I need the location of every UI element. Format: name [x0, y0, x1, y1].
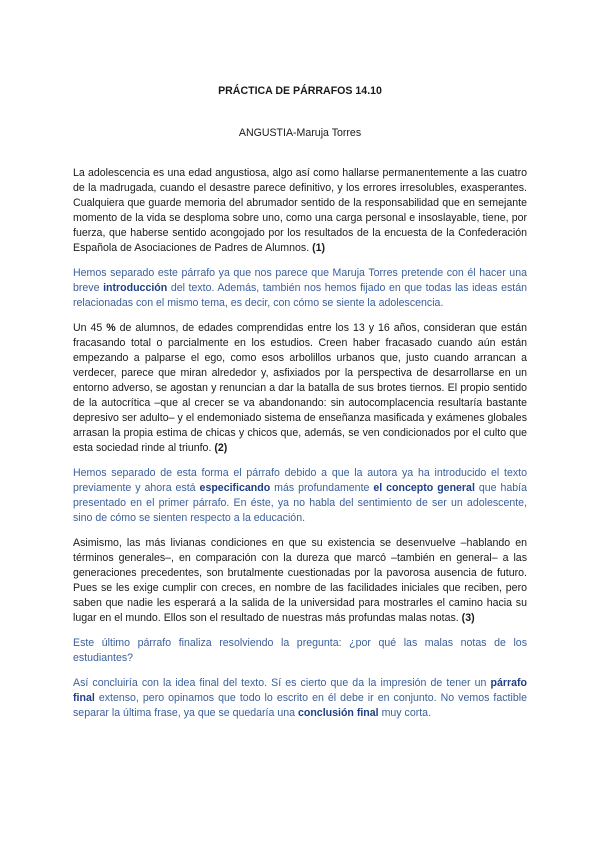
comment-4-text-c: extenso, pero opinamos que todo lo escrito en él debe ir en conjunto. No vemos factible separar la última frase, ya que se quedaría una	[73, 692, 527, 719]
comment-1-bold: introducción	[103, 282, 168, 294]
paragraph-3	[73, 536, 527, 626]
comment-4-text-a: Así concluiría con la idea final del texto. Sí es cierto que da la impresión de tener un	[73, 677, 487, 689]
paragraph-1	[73, 166, 527, 256]
comment-1	[73, 266, 527, 311]
paragraph-2-marker: (2)	[214, 442, 228, 454]
paragraph-3-marker: (3)	[461, 612, 475, 624]
paragraph-2-percent: %	[106, 322, 116, 334]
comment-2-text-a: Hemos separado de esta forma el párrafo debido a que la autora ya ha introducido el texto previamente y ahora está	[73, 467, 527, 494]
comment-4-text-d: muy corta.	[381, 707, 432, 719]
paragraph-2-text-a: Un 45	[73, 322, 103, 334]
paragraph-2-text-b: de alumnos, de edades comprendidas entre los 13 y 16 años, consideran que están fracasando total o parcialmente en los estudios. Creen haber fracasado cuando aún están empezando a palparse el ego, como esos arbolillos urbanos que, justo cuando arrancan a verdecer, parece que miran alrededor y, asfixiados por la perspectiva de desarrollarse en un entorno adverso, se agostan y renuncian a dar la batalla de sus brotes tiernos. El propio sentido de la autocrítica –que al crecer se va abandonando: sin autocomplacencia resultaría bastante depresivo ser adulto– y el endemoniado sistema de enseñanza masificada y exámenes globales arrasan la propia estima de chicas y chicos que, además, se ven condicionados por el culto que esta sociedad rinde al triunfo.	[73, 322, 527, 454]
comment-3-text: Este último párrafo finaliza resolviendo la pregunta: ¿por qué las malas notas de los estudiantes?	[73, 637, 527, 664]
paragraph-2	[73, 321, 527, 456]
paragraph-1-marker: (1)	[312, 242, 326, 254]
comment-2-bold-1: especificando	[199, 482, 271, 494]
comment-3	[73, 636, 527, 666]
document-title: PRÁCTICA DE PÁRRAFOS 14.10	[218, 85, 382, 97]
comment-4-bold-2: conclusión final	[297, 707, 379, 719]
document-body	[73, 166, 527, 731]
paragraph-1-text: La adolescencia es una edad angustiosa, algo así como hallarse permanentemente a las cuatro de la madrugada, cuando el desastre parece definitivo, y los errores irresolubles, exasperantes. Cualquiera que guarde memoria del abrumador sentido de la responsabilidad que en semejante momento de la vida se desploma sobre uno, como una carga personal e insoslayable, tiene, por fuerza, que haberse sentido acongojado por los resultados de la encuesta de la Confederación Española de Asociaciones de Padres de Alumnos.	[73, 167, 527, 254]
comment-1-text-c: del texto. Además, también nos hemos fijado en que todas las ideas están relacionadas con el mismo tema, es decir, con cómo se siente la adolescencia.	[73, 282, 527, 309]
comment-2-text-d: que había presentado en el primer párrafo. En éste, ya no habla del sentimiento de ser un adolescente, sino de cómo se sienten respecto a la educación.	[73, 482, 527, 524]
comment-2-bold-2: el concepto general	[373, 482, 475, 494]
paragraph-3-text: Asimismo, las más livianas condiciones en que su existencia se desenvuelve –hablando en términos generales–, en comparación con la dureza que marcó –también en general– a las generaciones precedentes, son brutalmente cuestionadas por la pavorosa ausencia de futuro. Pues se les exige cumplir con creces, en nombre de las facilidades iniciales que reciben, pero saben que nadie les esperará a la salida de la universidad para mostrarles el camino hacia su lugar en el mundo. Ellos son el resultado de nuestras más profundas malas notas.	[73, 537, 527, 624]
comment-2-text-c: más profundamente	[274, 482, 370, 494]
comment-2	[73, 466, 527, 526]
comment-1-text-a: Hemos separado este párrafo ya que nos parece que Maruja Torres pretende con él hacer una breve	[73, 267, 527, 294]
comment-4	[73, 676, 527, 721]
document-subtitle: ANGUSTIA-Maruja Torres	[238, 127, 362, 139]
comment-4-bold-1: párrafo final	[73, 677, 527, 704]
